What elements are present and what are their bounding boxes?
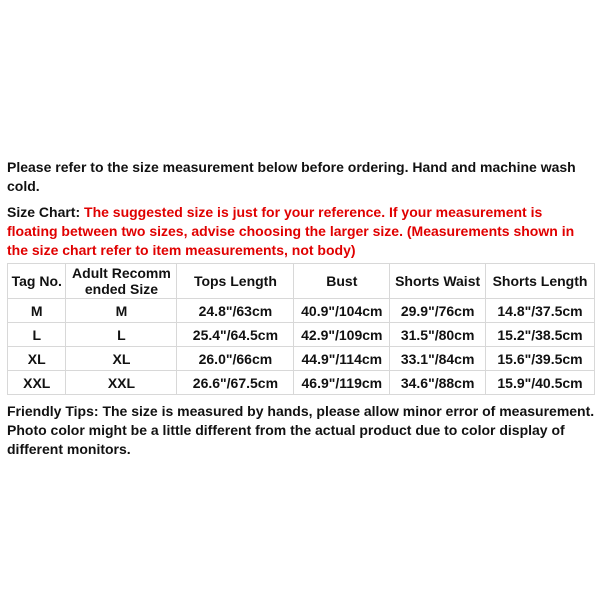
table-cell: XL <box>8 347 66 371</box>
table-cell: M <box>66 299 177 323</box>
table-row-xl <box>8 347 595 371</box>
size-chart-note <box>7 203 595 260</box>
table-cell: 15.9"/40.5cm <box>486 371 595 395</box>
table-row-l <box>8 323 595 347</box>
table-row-m <box>8 299 595 323</box>
table-cell: 40.9"/104cm <box>294 299 390 323</box>
column-header-adult-recommended-size: Adult Recommended Size <box>66 264 177 299</box>
table-cell: XXL <box>66 371 177 395</box>
table-cell: 14.8"/37.5cm <box>486 299 595 323</box>
size-chart-note-text: The suggested size is just for your reference. If your measurement is floating between two sizes, advise choosing the larger size. (Measurements shown in the size chart refer to item measurements, not body) <box>7 204 575 258</box>
friendly-tips-label: Friendly Tips: <box>7 403 99 419</box>
table-cell: 34.6"/88cm <box>390 371 486 395</box>
table-cell: XL <box>66 347 177 371</box>
table-cell: 24.8"/63cm <box>177 299 294 323</box>
size-chart-label: Size Chart: <box>7 204 81 220</box>
column-header-tag-no: Tag No. <box>8 264 66 299</box>
column-header-tops-length: Tops Length <box>177 264 294 299</box>
intro-paragraph: Please refer to the size measurement below before ordering. Hand and machine wash cold. <box>7 159 576 194</box>
header-row <box>8 264 595 299</box>
table-cell: 46.9"/119cm <box>294 371 390 395</box>
table-row-xxl <box>8 371 595 395</box>
friendly-tips-text: The size is measured by hands, please allow minor error of measurement. Photo color might be a little different from the actual product due to color display of different monitors. <box>7 403 595 457</box>
table-cell: 29.9"/76cm <box>390 299 486 323</box>
table-cell: 26.0"/66cm <box>177 347 294 371</box>
size-table <box>7 263 595 395</box>
table-cell: M <box>8 299 66 323</box>
column-header-bust: Bust <box>294 264 390 299</box>
table-cell: XXL <box>8 371 66 395</box>
table-cell: 42.9"/109cm <box>294 323 390 347</box>
table-cell: 15.6"/39.5cm <box>486 347 595 371</box>
table-cell: L <box>8 323 66 347</box>
table-cell: 33.1"/84cm <box>390 347 486 371</box>
table-cell: 26.6"/67.5cm <box>177 371 294 395</box>
friendly-tips <box>7 402 595 459</box>
column-header-shorts-waist: Shorts Waist <box>390 264 486 299</box>
table-cell: 44.9"/114cm <box>294 347 390 371</box>
table-cell: 25.4"/64.5cm <box>177 323 294 347</box>
table-cell: 15.2"/38.5cm <box>486 323 595 347</box>
table-cell: 31.5"/80cm <box>390 323 486 347</box>
table-cell: L <box>66 323 177 347</box>
column-header-shorts-length: Shorts Length <box>486 264 595 299</box>
